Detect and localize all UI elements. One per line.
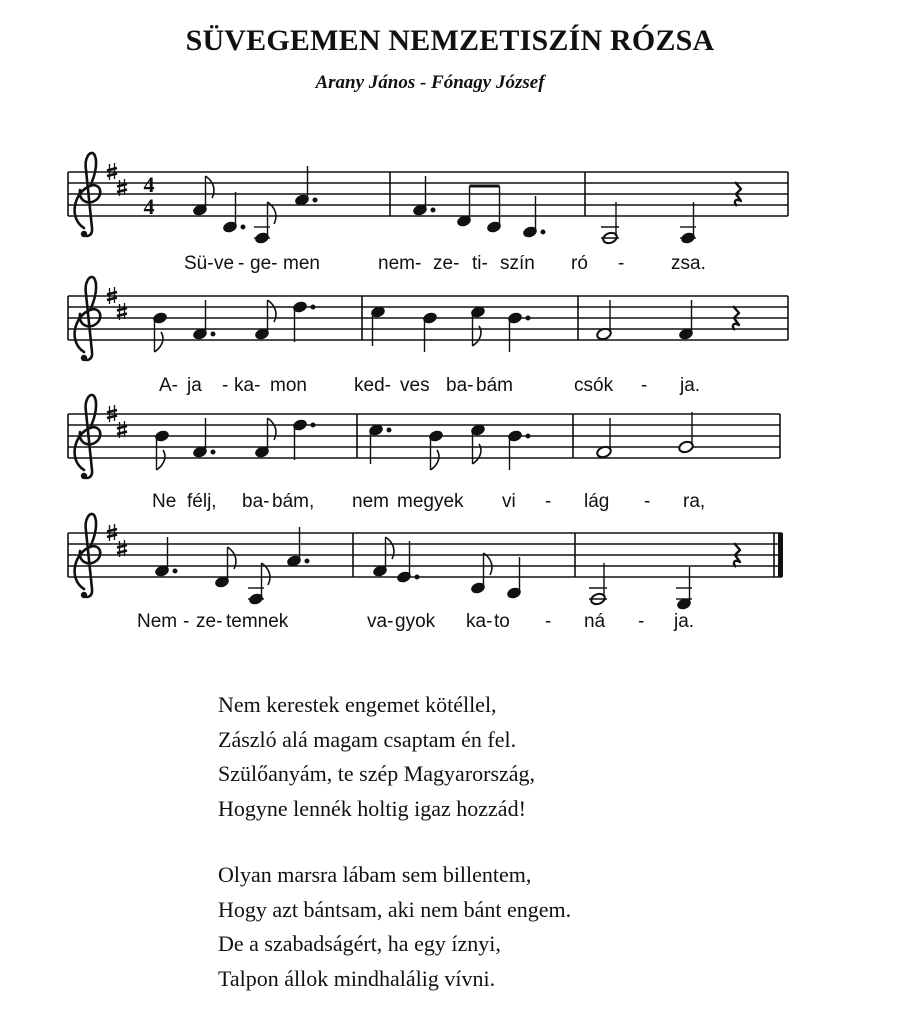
staff-lines: [68, 172, 788, 216]
staff-system-4: [68, 514, 783, 632]
lyric-syllable: zsa.: [671, 253, 706, 274]
lyric-syllable: -: [238, 253, 245, 274]
lyric-syllable: ba-: [242, 491, 270, 512]
final-barline: [778, 533, 783, 577]
notes: [152, 300, 693, 352]
lyric-syllable: ves: [400, 375, 430, 396]
staff-lines: [68, 414, 780, 458]
lyric-syllable: temnek: [226, 611, 289, 632]
lyric-syllable: mon: [270, 375, 307, 396]
lyric-syllable: ná: [584, 611, 606, 632]
treble-clef-icon: [75, 153, 101, 237]
lyrics-line-4: [137, 611, 694, 632]
verse-line: Olyan marsra lábam sem billentem,: [218, 862, 532, 887]
lyric-syllable: va-: [367, 611, 394, 632]
lyric-syllable: -: [545, 491, 552, 512]
lyric-syllable: -: [644, 491, 651, 512]
lyrics-line-1: [184, 253, 706, 274]
lyric-syllable: Sü-: [184, 253, 214, 274]
lyric-syllable: ja.: [674, 611, 695, 632]
staff-system-3: [68, 395, 780, 512]
lyric-syllable: -: [641, 375, 648, 396]
lyric-syllable: -: [545, 611, 552, 632]
treble-clef-icon: [75, 514, 101, 598]
stanza-1: [218, 688, 571, 826]
lyric-syllable: ra,: [683, 491, 706, 512]
lyric-syllable: ze-: [433, 253, 460, 274]
lyric-syllable: Ne: [152, 491, 177, 512]
lyric-syllable: to: [494, 611, 510, 632]
lyric-syllable: bám,: [272, 491, 315, 512]
lyric-syllable: ja.: [680, 375, 701, 396]
staff-system-2: [68, 277, 788, 396]
song-authors: Arany János - Fónagy József: [315, 72, 545, 93]
lyric-syllable: félj,: [187, 491, 217, 512]
notes: [154, 412, 694, 470]
verse-line: Talpon állok mindhalálig vívni.: [218, 965, 496, 991]
lyric-syllable: vi: [502, 491, 516, 512]
lyrics-line-3: [152, 491, 705, 512]
notes: [154, 527, 692, 610]
time-signature-top: 4: [143, 172, 155, 197]
treble-clef-icon: [75, 277, 101, 361]
lyric-syllable: -: [618, 253, 625, 274]
verse-line: De a szabadságért, ha egy íznyi,: [218, 931, 501, 956]
verse-line: Hogy azt bántsam, aki nem bánt engem.: [218, 896, 572, 922]
lyric-syllable: ja: [187, 375, 202, 396]
lyric-syllable: nem: [352, 491, 389, 512]
lyric-syllable: gyok: [395, 611, 436, 632]
verse-line: Hogyne lennék holtig igaz hozzád!: [218, 795, 526, 821]
verses-block: [218, 688, 571, 1028]
lyric-syllable: ti-: [472, 253, 488, 274]
lyric-syllable: nem-: [378, 253, 422, 274]
lyric-syllable: ró: [571, 253, 588, 274]
verse-line: Szülőanyám, te szép Magyarország,: [218, 761, 536, 786]
verse-line: Zászló alá magam csaptam én fel.: [218, 726, 517, 752]
lyric-syllable: -: [222, 375, 229, 396]
lyric-syllable: csók: [574, 375, 614, 396]
lyric-syllable: megyek: [397, 491, 464, 512]
lyric-syllable: szín: [500, 253, 535, 274]
lyric-syllable: -: [183, 611, 190, 632]
lyric-syllable: ge-: [250, 253, 278, 274]
verse-line: Nem kerestek engemet kötéllel,: [218, 692, 497, 717]
lyric-syllable: lág: [584, 491, 610, 512]
lyric-syllable: A-: [159, 375, 178, 396]
lyric-syllable: ze-: [196, 611, 223, 632]
lyrics-line-2: [159, 375, 700, 396]
lyric-syllable: men: [283, 253, 320, 274]
lyric-syllable: ve: [214, 253, 235, 274]
stanza-2: [218, 858, 571, 996]
lyric-syllable: ked-: [354, 375, 391, 396]
lyric-syllable: bám: [476, 375, 513, 396]
staff-system-1: [68, 153, 788, 274]
lyric-syllable: Nem: [137, 611, 178, 632]
lyric-syllable: ka-: [234, 375, 261, 396]
song-title: SÜVEGEMEN NEMZETISZÍN RÓZSA: [185, 24, 715, 57]
lyric-syllable: ba-: [446, 375, 474, 396]
treble-clef-icon: [75, 395, 101, 479]
time-signature-bottom: 4: [143, 194, 155, 219]
lyric-syllable: ka-: [466, 611, 493, 632]
lyric-syllable: -: [638, 611, 645, 632]
